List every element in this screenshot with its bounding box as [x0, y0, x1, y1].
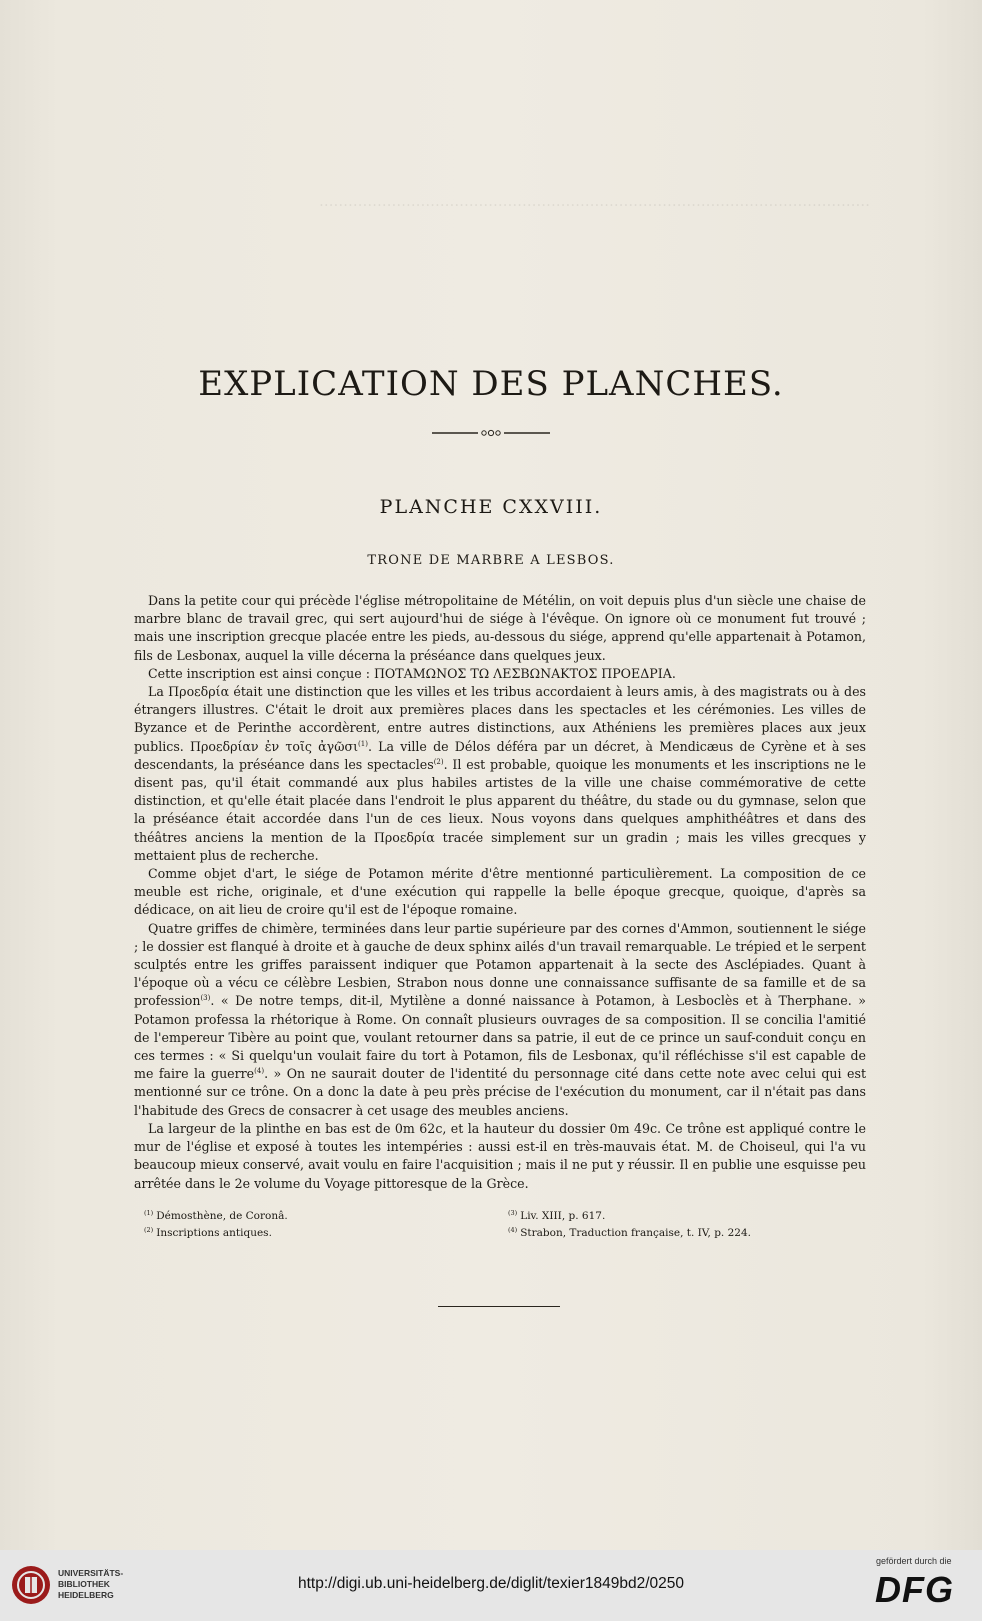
- ornament-divider: [432, 426, 550, 440]
- end-rule: [438, 1306, 560, 1307]
- funder-label: gefördert durch die: [876, 1556, 952, 1566]
- footnote-ref: (4): [254, 1067, 265, 1076]
- footnotes-right: [508, 1208, 828, 1242]
- footnote-ref: (1): [358, 739, 368, 748]
- footnotes-left: [144, 1208, 444, 1242]
- paragraph: Cette inscription est ainsi conçue : ΠΟΤΑΜΩΝΟΣ ΤΩ ΛΕΣΒΩΝΑΚΤΟΣ ΠΡΟΕΔΡΙΑ.: [148, 665, 676, 681]
- footnote-ref: (3): [200, 994, 211, 1003]
- footnote: $^{(3)}$ Liv. XIII, p. 617.: [508, 1208, 606, 1222]
- paragraph: Quatre griffes de chimère, terminées dans leur partie supérieure par des cornes d'Ammon, soutiennent le siége ; le dossier est flanqué à droite et à gauche de deux sphinx ailés d'un travail remarquable. Le trépied et le serpent sculptés entre les griffes paraissent indiquer que Potamon appartenait à la secte des Asclépiades. Quant à l'époque où a vécu ce célèbre Lesbien, Strabon nous donne une connaissance suffisante de sa famille et de sa profession$^{(3)}$. « De notre temps, dit-il, Mytilène a donné naissance à Potamon, à Lesboclès et à Therphane. » Potamon professa la rhétorique à Rome. On connaît plusieurs ouvrages de sa composition. Il se concilia l'amitié de l'empereur Tibère au point que, voulant retourner dans sa patrie, il eut de ce prince un sauf-conduit conçu en ces termes : « Si quelqu'un voulait faire du tort à Potamon, fils de Lesbonax, qu'il réfléchisse s'il est capable de me faire la guerre$^{(4)}$. » On ne saurait douter de l'identité du personnage cité dans cette note avec celui qui est mentionné sur ce trône. On a donc la date à peu près précise de l'exécution du monument, car il n'était pas dans l'habitude des Grecs de consacrer à cet usage des meubles anciens.: [134, 920, 867, 1118]
- plate-subtitle: TRONE DE MARBRE A LESBOS.: [367, 553, 615, 568]
- paragraph: Comme objet d'art, le siége de Potamon mérite d'être mentionné particulièrement. La composition de ce meuble est riche, originale, et d'une exécution qui rappelle la belle époque grecque, quoique, d'après sa dédicace, on ait lieu de croire qu'il est de l'époque romaine.: [134, 866, 866, 918]
- dfg-logo: DFG: [875, 1569, 954, 1610]
- footnote: $^{(2)}$ Inscriptions antiques.: [144, 1225, 272, 1239]
- bleed-through-text: ……………………………………………………………………………………………………: [319, 194, 870, 210]
- footnote: $^{(1)}$ Démosthène, de Coronâ.: [144, 1208, 288, 1222]
- footnote: $^{(4)}$ Strabon, Traduction française, t. IV, p. 224.: [508, 1225, 751, 1239]
- funder-logo[interactable]: [860, 1556, 976, 1616]
- page-title: EXPLICATION DES PLANCHES.: [198, 364, 784, 404]
- paragraph: La largeur de la plinthe en bas est de 0m 62c, et la hauteur du dossier 0m 49c. Ce trône est appliqué contre le mur de l'église et exposé à toutes les intempéries : aussi est-il en très-mauvais état. M. de Choiseul, qui l'a vu beaucoup mieux conservé, avait voulu en faire l'acquisition ; mais il ne put y réussir. Il en publie une esquisse peu arrêtée dans le 2e volume du Voyage pittoresque de la Grèce.: [134, 1120, 866, 1191]
- footnote-ref: (2): [433, 757, 444, 766]
- page-url-link[interactable]: http://digi.ub.uni-heidelberg.de/diglit/texier1849bd2/0250: [297, 1575, 685, 1592]
- body-text: [134, 592, 866, 1193]
- library-name: UNIVERSITÄTS- BIBLIOTHEK HEIDELBERG: [58, 1568, 124, 1600]
- viewer-footer: [0, 1550, 982, 1621]
- plate-title: PLANCHE CXXVIII.: [379, 496, 603, 518]
- paragraph: La Προεδρία était une distinction que les villes et les tribus accordaient à leurs amis, à des magistrats ou à des étrangers illustres. C'était le droit aux premières places dans les spectacles et les cérémonies. Les villes de Byzance et de Perinthe accordèrent, entre autres distinctions, aux Athéniens les premières places aux jeux publics. Προεδρίαν ἐν τοῖς ἀγῶσι$^{(1)}$. La ville de Délos déféra par un décret, à Mendicæus de Cyrène et à ses descendants, la préséance dans les spectacles$^{(2)}$. Il est probable, quoique les monuments et les inscriptions ne le disent pas, qu'il était commandé aux plus habiles artistes de la ville une chaise commémorative de cette distinction, et qu'elle était placée dans l'endroit le plus apparent du théâtre, du stade ou du gymnase, selon que la préséance était accordée dans l'un de ces lieux. Nous voyons dans quelques amphithéâtres et dans des théâtres anciens la mention de la Προεδρία tracée simplement sur un gradin ; mais les villes grecques y mettaient plus de recherche.: [134, 684, 866, 863]
- paragraph: Dans la petite cour qui précède l'église métropolitaine de Métélin, on voit depuis plus d'un siècle une chaise de marbre blanc de travail grec, qui sert aujourd'hui de siége à l'évêque. On ignore où ce monument fut trouvé ; mais une inscription grecque placée entre les pieds, au-dessous du siége, apprend qu'elle appartenait à Potamon, fils de Lesbonax, auquel la ville décerna la préséance dans quelques jeux.: [134, 593, 866, 663]
